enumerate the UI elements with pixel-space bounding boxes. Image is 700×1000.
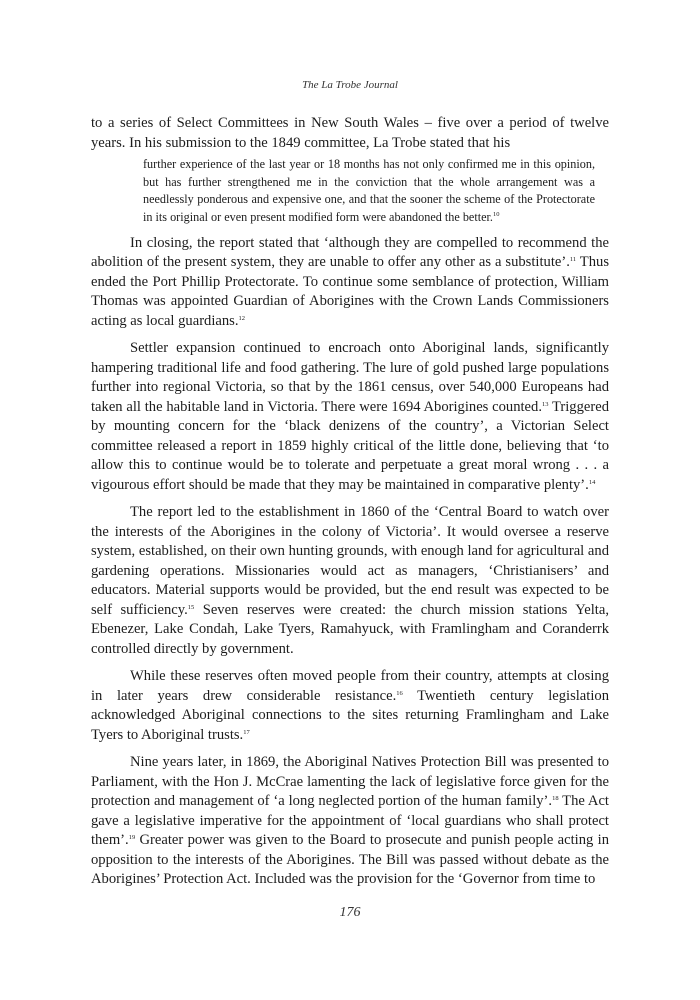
text-run: Settler expansion continued to encroach onto Aboriginal lands, significantly hampering traditional life and food gathering. The lure of gold pushed large populations further into regional Victoria, so that by the 1861 census, over 540,000 Europeans had taken all the habitable land in Victoria. There were 1694 Aborigines counted. <box>91 340 609 415</box>
text-run: Seven reserves were created: the church mission stations Yelta, Ebenezer, Lake Condah, Lake Tyers, Ramahyuck, with Framlingham and Coranderrk controlled directly by government. <box>91 601 609 657</box>
text-run: to a series of Select Committees in New South Wales – five over a period of twelve years. In his submission to the 1849 committee, La Trobe stated that his <box>91 115 609 151</box>
text-run: The Act gave a legislative imperative for the appointment of ‘local guardians who shall protect them’. <box>91 793 609 849</box>
paragraph <box>91 114 609 153</box>
text-run: Greater power was given to the Board to prosecute and punish people acting in opposition to the interests of the Aborigines. The Bill was passed without debate as the Aborigines’ Protection Act. Included was the provision for the ‘Governor from time to <box>91 832 609 888</box>
text-run: Triggered by mounting concern for the ‘black denizens of the country’, a Victorian Select committee released a report in 1859 highly critical of the little done, believing that ‘to allow this to continue would be to tolerate and perpetuate a great moral wrong . . . a vigourous effort should be made that they may be maintained in comparative plenty’. <box>91 398 609 493</box>
paragraph <box>91 503 609 659</box>
body-text <box>91 114 609 898</box>
paragraph <box>91 339 609 495</box>
footnote-marker: 16 <box>396 689 403 697</box>
footnote-marker: 19 <box>128 834 136 842</box>
footnote-marker: 13 <box>541 400 549 408</box>
block-quote <box>143 156 595 227</box>
footnote-marker: 18 <box>552 795 559 803</box>
text-run: further experience of the last year or 18 months has not only confirmed me in this opinion, but has further strengthened me in the conviction that the whole arrangement was a needlessly ponderous and expensive one, and that the sooner the scheme of the Protectorate in its original or even present modified form were abandoned the better. <box>143 157 595 225</box>
footnote-marker: 15 <box>187 603 195 611</box>
footnote-marker: 17 <box>243 728 250 736</box>
footnote-marker: 12 <box>238 314 246 322</box>
page-number: 176 <box>339 905 361 920</box>
text-run: While these reserves often moved people from their country, attempts at closing in later years drew considerable resistance. <box>91 668 609 704</box>
text-run: Nine years later, in 1869, the Aboriginal Natives Protection Bill was presented to Parliament, with the Hon J. McCrae lamenting the lack of legislative force given for the protection and management of ‘a long neglected portion of the human family’. <box>91 754 609 810</box>
footnote-marker: 14 <box>588 478 596 486</box>
text-run: The report led to the establishment in 1860 of the ‘Central Board to watch over the interests of the Aborigines in the colony of Victoria’. It would oversee a reserve system, established, on their own hunting grounds, with enough land for agricultural and gardening operations. Missionaries would act as managers, ‘Christianisers’ and educators. Material supports would be provided, but the end result was expected to be self sufficiency. <box>91 504 609 618</box>
paragraph <box>91 234 609 332</box>
text-run: Twentieth century legislation acknowledged Aboriginal connections to the sites returning Framlingham and Lake Tyers to Aboriginal trusts. <box>91 687 609 743</box>
paragraph <box>91 667 609 745</box>
footnote-marker: 11 <box>569 256 577 264</box>
text-run: In closing, the report stated that ‘although they are compelled to recommend the abolition of the present system, they are unable to offer any other as a substitute’. <box>91 234 609 271</box>
footnote-marker: 10 <box>492 211 500 219</box>
running-head: The La Trobe Journal <box>302 79 398 91</box>
text-run: Thus ended the Port Phillip Protectorate. To continue some semblance of protection, William Thomas was appointed Guardian of Aborigines with the Crown Lands Commissioners acting as local guardians. <box>91 254 609 329</box>
paragraph <box>91 753 609 890</box>
